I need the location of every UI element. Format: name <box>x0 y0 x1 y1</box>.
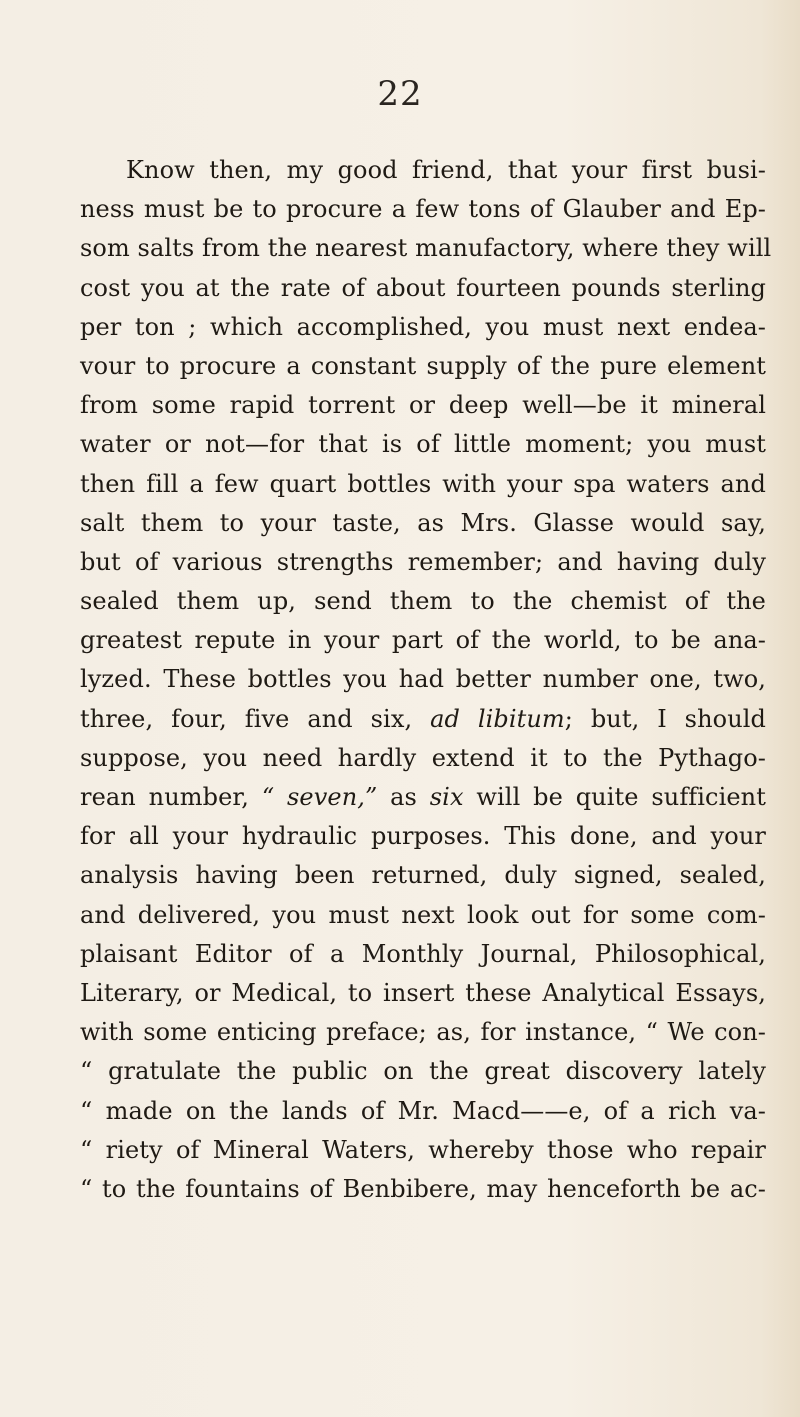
text-line: Literary, or Medical, to insert these Analytical Essays, <box>80 978 766 1007</box>
text-line: then fill a few quart bottles with your spa waters and <box>80 469 766 498</box>
text-line: with some enticing preface; as, for instance, “ We con- <box>80 1018 766 1047</box>
text-line: som salts from the nearest manufactory, where they will <box>80 234 772 263</box>
text-line: “ made on the lands of Mr. Macd——e, of a rich va- <box>80 1096 766 1125</box>
text-line: for all your hydraulic purposes. This done, and your <box>80 822 766 851</box>
text-line: cost you at the rate of about fourteen pounds sterling <box>80 273 766 302</box>
text-line: water or not—for that is of little moment; you must <box>80 430 766 459</box>
text-line: sealed them up, send them to the chemist of the <box>80 587 766 616</box>
text-line: from some rapid torrent or deep well—be it mineral <box>80 391 766 420</box>
text-line: ness must be to procure a few tons of Glauber and Ep- <box>80 195 766 224</box>
text-segment: as <box>377 783 430 811</box>
text-line: and delivered, you must next look out for some com- <box>80 900 766 929</box>
text-segment: will be quite sufficient <box>463 783 766 811</box>
text-segment: ; but, I should <box>564 704 766 733</box>
text-line: “ gratulate the public on the great discovery lately <box>80 1057 766 1086</box>
italic-six: six <box>429 783 464 811</box>
italic-seven: “ seven,” <box>261 783 378 811</box>
text-line: Know then, my good friend, that your first busi- <box>126 156 766 184</box>
text-line-mixed <box>80 778 766 817</box>
text-line: but of various strengths remember; and having duly <box>80 547 766 576</box>
page-number: 22 <box>377 74 423 114</box>
text-line: per ton ; which accomplished, you must next endea- <box>80 312 766 341</box>
italic-ad-libitum: ad libitum <box>430 704 565 733</box>
text-line: analysis having been returned, duly signed, sealed, <box>80 861 766 890</box>
text-line-mixed <box>80 700 766 739</box>
body-text <box>80 151 772 1209</box>
text-segment: rean number, <box>80 783 250 811</box>
text-segment: three, four, five and six, <box>80 704 413 733</box>
text-line: plaisant Editor of a Monthly Journal, Philosophical, <box>80 939 766 968</box>
text-line: salt them to your taste, as Mrs. Glasse would say, <box>80 508 766 537</box>
text-line: suppose, you need hardly extend it to the Pythago- <box>80 743 766 772</box>
text-line: lyzed. These bottles you had better number one, two, <box>80 665 766 694</box>
text-line: vour to procure a constant supply of the pure element <box>80 351 766 380</box>
text-line: “ to the fountains of Benbibere, may henceforth be ac- <box>80 1174 766 1203</box>
text-line: greatest repute in your part of the world, to be ana- <box>80 626 766 655</box>
text-line: “ riety of Mineral Waters, whereby those who repair <box>80 1135 766 1164</box>
